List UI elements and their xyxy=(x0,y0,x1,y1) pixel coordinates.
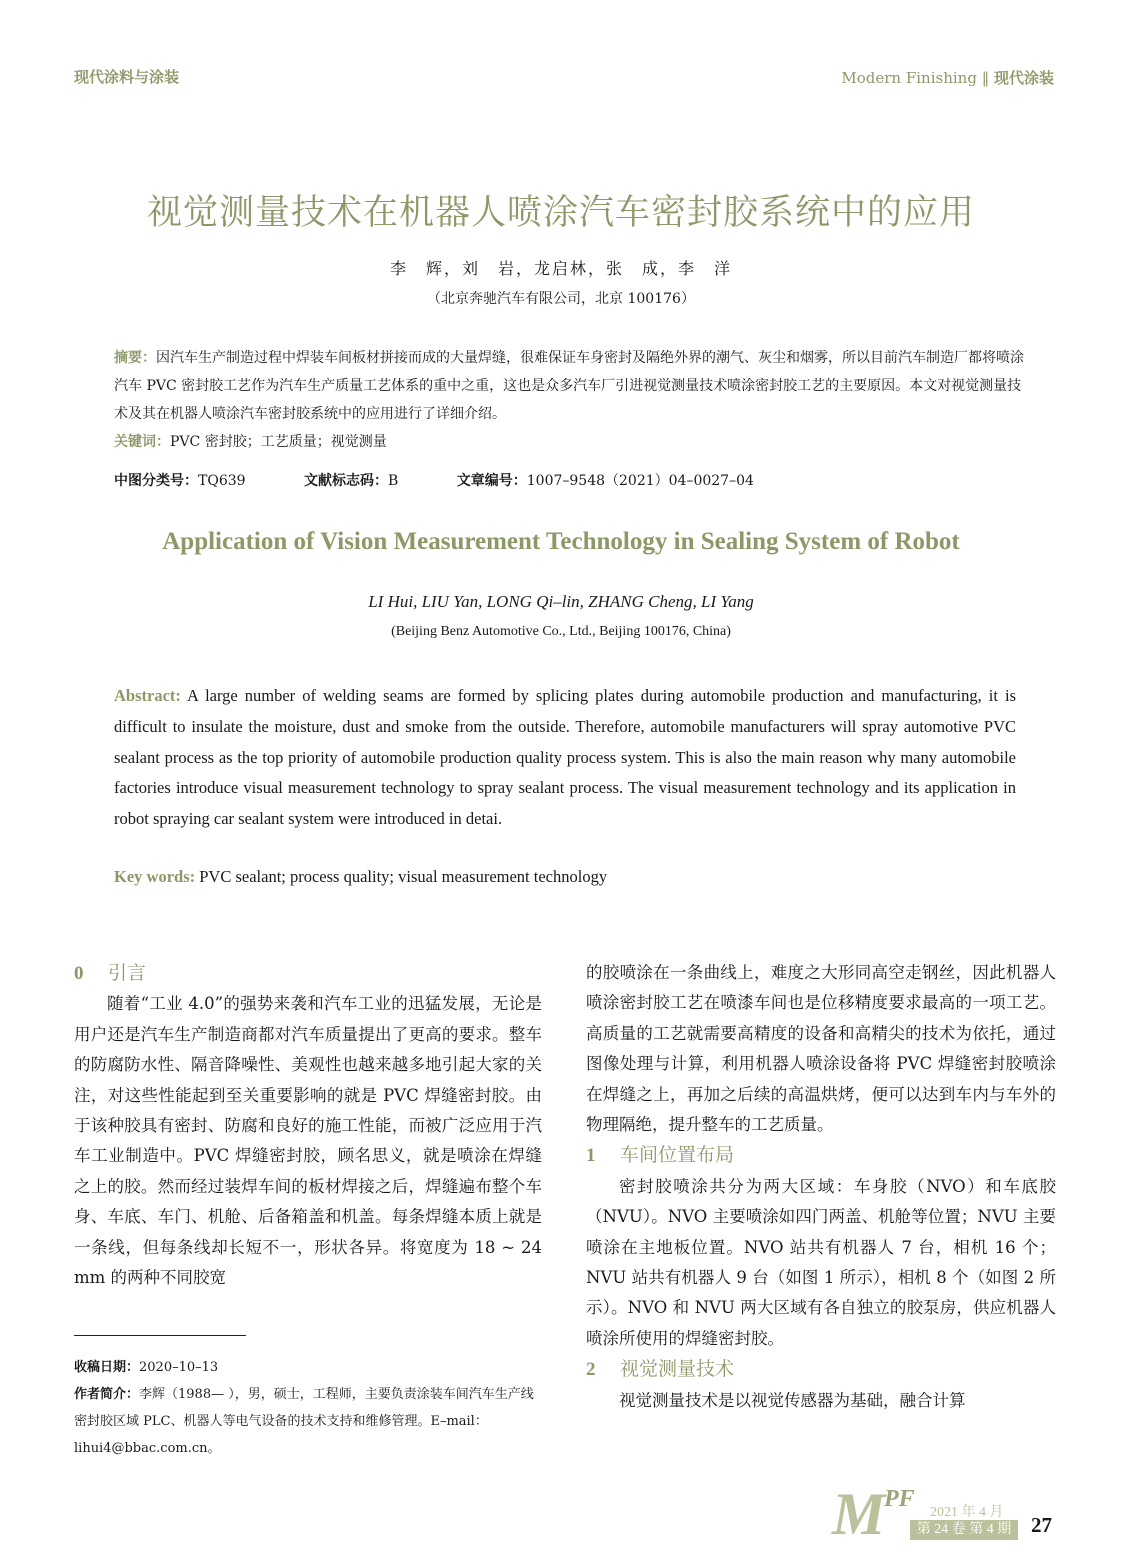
keywords-cn-label: 关键词： xyxy=(114,434,170,450)
classification-line xyxy=(114,470,808,490)
doc-code-label: 文献标志码： xyxy=(304,473,388,489)
abstract-cn-label: 摘要： xyxy=(114,350,156,366)
article-id-label: 文章编号： xyxy=(456,473,527,489)
page-number: 27 xyxy=(1031,1513,1052,1537)
section-0-paragraph-1-continued: 的胶喷涂在一条曲线上，难度之大形同高空走钢丝，因此机器人喷涂密封胶工艺在喷漆车间也是位移精度要求最高的一项工艺。高质量的工艺就需要高精度的设备和高精尖的技术为依托，通过图像处理与计算，利用机器人喷涂设备将 PVC 焊缝密封胶喷涂在焊缝之上，再加之后续的高温烘烤，便可以达到车内与车外的物理隔绝，提升整车的工艺质量。 xyxy=(586,963,1056,1135)
section-1-paragraph-1: 密封胶喷涂共分为两大区域：车身胶（NVO）和车底胶（NVU）。NVO 主要喷涂如四门两盖、机舱等位置；NVU 主要喷涂在主地板位置。NVO 站共有机器人 7 台，相机 16 个；NVU 站共有机器人 9 台（如图 1 所示），相机 8 个（如图 2 所示）。NVO 和 NVU 两大区域有各自独立的胶泵房，供应机器人喷涂所使用的焊缝密封胶。 xyxy=(586,1176,1056,1348)
footnote xyxy=(74,1354,544,1462)
affiliation-en: (Beijing Benz Automotive Co., Ltd., Beijing 100176, China) xyxy=(391,624,731,639)
bio-label: 作者简介： xyxy=(74,1387,140,1402)
section-heading-1 xyxy=(586,1140,1056,1171)
doc-code-value: B xyxy=(388,473,399,489)
section-number: 1 xyxy=(586,1145,596,1167)
abstract-en-text: A large number of welding seams are formed by splicing plates during automobile production and manufacturing, it is difficult to insulate the moisture, dust and smoke from the outside. Therefore, automobile manufacturers will spray automotive PVC sealant process as the top priority of automobile production quality process system. This is also the main reason why many automobile factories introduce visual measurement technology to spray sealant process. The visual measurement technology and its application in robot spraying car sealant system were introduced in detai. xyxy=(114,686,1017,829)
section-0-paragraph-1: 随着“工业 4.0”的强势来袭和汽车工业的迅猛发展，无论是用户还是汽车生产制造商都对汽车质量提出了更高的要求。整车的防腐防水性、隔音降噪性、美观性也越来越多地引起大家的关注，对这些性能起到至关重要影响的就是 PVC 焊缝密封胶。由于该种胶具有密封、防腐和良好的施工性能，而被广泛应用于汽车工业制造中。PVC 焊缝密封胶，顾名思义，就是喷涂在焊缝之上的胶。然而经过装焊车间的板材焊接之后，焊缝遍布整个车身、车底、车门、机舱、后备箱盖和机盖。每条焊缝本质上就是一条线，但每条线却长短不一，形状各异。将宽度为 18 ~ 24 mm 的两种不同胶宽 xyxy=(74,994,542,1288)
received-value: 2020–10–13 xyxy=(139,1360,219,1375)
volume-issue-badge: 第 24 卷 第 4 期 xyxy=(910,1520,1018,1540)
section-title: 引言 xyxy=(108,962,147,984)
bio-text: 李辉（1988— ），男，硕士，工程师，主要负责涂装车间汽车生产线密封胶区域 PLC、机器人等电气设备的技术支持和维修管理。E–mail：lihui4@bbac.com.cn。 xyxy=(74,1387,534,1456)
received-date xyxy=(74,1354,544,1381)
footnote-rule xyxy=(74,1335,246,1336)
authors-cn: 李 辉，刘 岩，龙启林，张 成，李 洋 xyxy=(389,259,732,278)
paper-title-cn: 视觉测量技术在机器人喷涂汽车密封胶系统中的应用 xyxy=(146,193,975,233)
issue-date: 2021 年 4 月 xyxy=(930,1505,1004,1520)
journal-logo-m: M xyxy=(832,1481,886,1547)
received-label: 收稿日期： xyxy=(74,1360,140,1375)
keywords-en xyxy=(114,867,607,887)
keywords-en-text: PVC sealant; process quality; visual measurement technology xyxy=(199,867,608,886)
journal-name-cn: 现代涂装 xyxy=(993,69,1054,87)
journal-name-en: Modern Finishing xyxy=(841,69,977,87)
section-2-paragraph-1: 视觉测量技术是以视觉传感器为基础，融合计算 xyxy=(619,1390,966,1410)
section-number: 2 xyxy=(586,1359,596,1381)
affiliation-cn: （北京奔驰汽车有限公司，北京 100176） xyxy=(427,291,695,307)
keywords-en-label: Key words: xyxy=(114,867,196,886)
abstract-en-label: Abstract: xyxy=(114,686,181,705)
abstract-cn xyxy=(114,344,1026,456)
paper-title-en: Application of Vision Measurement Technology in Sealing System of Robot xyxy=(162,528,960,555)
running-header-right xyxy=(841,67,1054,88)
author-bio xyxy=(74,1381,544,1462)
section-heading-0 xyxy=(74,958,542,989)
running-header-left: 现代涂料与涂装 xyxy=(74,68,180,86)
body-column-left xyxy=(74,958,542,1293)
article-id-value: 1007–9548（2021）04–0027–04 xyxy=(526,473,754,489)
section-title: 视觉测量技术 xyxy=(620,1358,735,1381)
body-column-right xyxy=(586,958,1056,1416)
section-heading-2 xyxy=(586,1354,1056,1385)
section-title: 车间位置布局 xyxy=(620,1144,735,1167)
authors-en: LI Hui, LIU Yan, LONG Qi–lin, ZHANG Cheng, LI Yang xyxy=(368,592,754,611)
clc-label: 中图分类号： xyxy=(114,473,198,489)
abstract-cn-text: 因汽车生产制造过程中焊装车间板材拼接而成的大量焊缝，很难保证车身密封及隔绝外界的潮气、灰尘和烟雾，所以目前汽车制造厂都将喷涂汽车 PVC 密封胶工艺作为汽车生产质量工艺体系的重中之重，这也是众多汽车厂引进视觉测量技术喷涂密封胶工艺的主要原因。本文对视觉测量技术及其在机器人喷涂汽车密封胶系统中的应用进行了详细介绍。 xyxy=(114,350,1024,422)
header-separator: ‖ xyxy=(976,69,994,87)
clc-value: TQ639 xyxy=(198,473,246,489)
journal-logo-pf: PF xyxy=(884,1486,915,1512)
abstract-en xyxy=(114,681,1016,835)
section-number: 0 xyxy=(74,963,84,984)
keywords-cn-text: PVC 密封胶；工艺质量；视觉测量 xyxy=(170,434,387,450)
